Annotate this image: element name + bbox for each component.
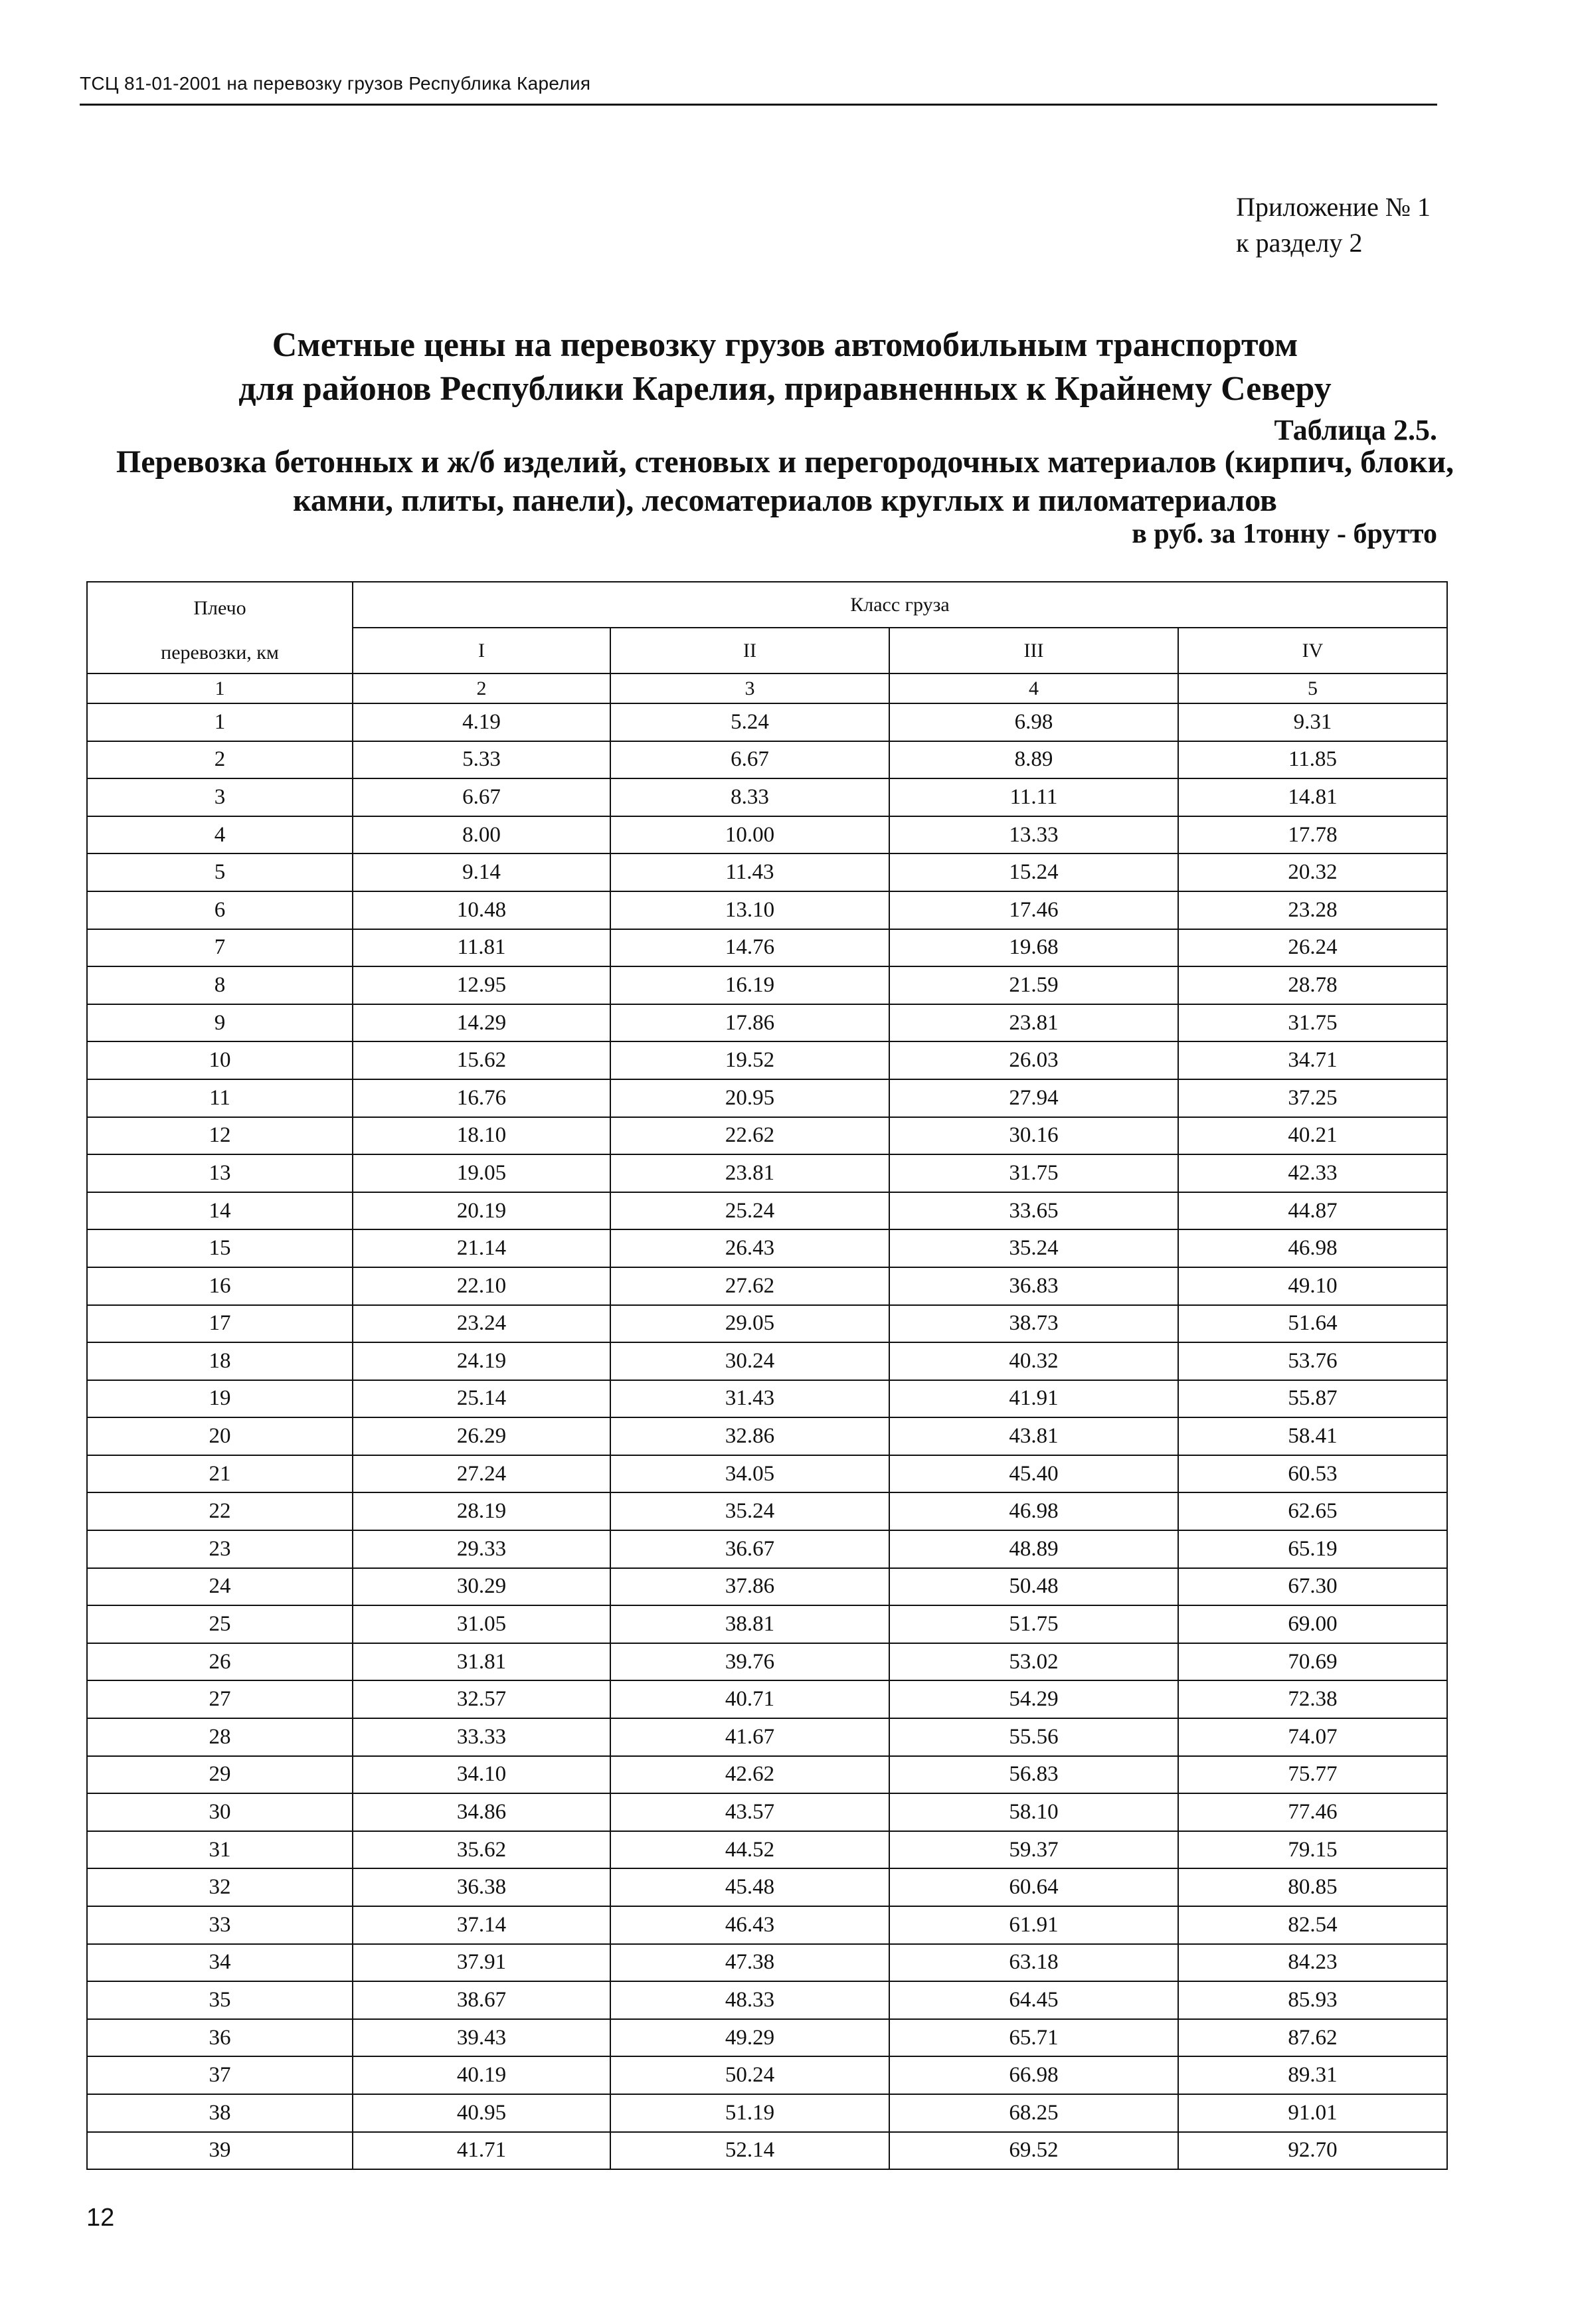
table-row xyxy=(87,741,1447,779)
table-row xyxy=(87,1380,1447,1418)
distance-cell: 24 xyxy=(87,1568,353,1606)
class-4-rate-cell: 23.28 xyxy=(1178,891,1447,929)
column-number: 5 xyxy=(1178,673,1447,703)
class-2-rate-cell: 39.76 xyxy=(610,1643,889,1681)
class-2-rate-cell: 35.24 xyxy=(610,1492,889,1530)
table-row xyxy=(87,966,1447,1004)
class-3-rate-cell: 19.68 xyxy=(889,929,1178,967)
class-1-rate-cell: 12.95 xyxy=(353,966,610,1004)
table-row xyxy=(87,1793,1447,1831)
class-2-rate-cell: 30.24 xyxy=(610,1342,889,1380)
class-4-rate-cell: 53.76 xyxy=(1178,1342,1447,1380)
distance-cell: 2 xyxy=(87,741,353,779)
class-3-rate-cell: 38.73 xyxy=(889,1305,1178,1343)
distance-cell: 21 xyxy=(87,1455,353,1493)
distance-cell: 36 xyxy=(87,2019,353,2057)
header-row-1 xyxy=(87,582,1447,628)
distance-cell: 30 xyxy=(87,1793,353,1831)
class-4-rate-cell: 62.65 xyxy=(1178,1492,1447,1530)
class-1-rate-cell: 26.29 xyxy=(353,1417,610,1455)
class-1-rate-cell: 31.05 xyxy=(353,1605,610,1643)
distance-cell: 6 xyxy=(87,891,353,929)
table-row xyxy=(87,2056,1447,2094)
class-2-rate-cell: 19.52 xyxy=(610,1041,889,1079)
header-class-2: II xyxy=(610,628,889,673)
class-2-rate-cell: 49.29 xyxy=(610,2019,889,2057)
class-1-rate-cell: 23.24 xyxy=(353,1305,610,1343)
class-2-rate-cell: 41.67 xyxy=(610,1718,889,1756)
appendix-line-2: к разделу 2 xyxy=(1236,228,1363,258)
class-1-rate-cell: 29.33 xyxy=(353,1530,610,1568)
class-2-rate-cell: 48.33 xyxy=(610,1981,889,2019)
table-row xyxy=(87,853,1447,891)
table-row xyxy=(87,1305,1447,1343)
class-2-rate-cell: 5.24 xyxy=(610,703,889,741)
column-number-row xyxy=(87,673,1447,703)
class-2-rate-cell: 50.24 xyxy=(610,2056,889,2094)
class-2-rate-cell: 42.62 xyxy=(610,1756,889,1794)
class-2-rate-cell: 38.81 xyxy=(610,1605,889,1643)
table-row xyxy=(87,1417,1447,1455)
class-2-rate-cell: 22.62 xyxy=(610,1117,889,1155)
class-3-rate-cell: 46.98 xyxy=(889,1492,1178,1530)
class-3-rate-cell: 48.89 xyxy=(889,1530,1178,1568)
class-4-rate-cell: 14.81 xyxy=(1178,778,1447,816)
distance-cell: 26 xyxy=(87,1643,353,1681)
class-3-rate-cell: 21.59 xyxy=(889,966,1178,1004)
column-number: 3 xyxy=(610,673,889,703)
header-cargo-class: Класс груза xyxy=(353,582,1447,628)
class-1-rate-cell: 24.19 xyxy=(353,1342,610,1380)
distance-cell: 27 xyxy=(87,1680,353,1718)
header-class-1: I xyxy=(353,628,610,673)
distance-cell: 33 xyxy=(87,1906,353,1944)
class-1-rate-cell: 40.19 xyxy=(353,2056,610,2094)
class-3-rate-cell: 41.91 xyxy=(889,1380,1178,1418)
class-2-rate-cell: 43.57 xyxy=(610,1793,889,1831)
table-row xyxy=(87,1492,1447,1530)
class-4-rate-cell: 72.38 xyxy=(1178,1680,1447,1718)
class-2-rate-cell: 17.86 xyxy=(610,1004,889,1042)
class-1-rate-cell: 35.62 xyxy=(353,1831,610,1869)
table-row xyxy=(87,2019,1447,2057)
class-4-rate-cell: 20.32 xyxy=(1178,853,1447,891)
class-4-rate-cell: 26.24 xyxy=(1178,929,1447,967)
table-row xyxy=(87,2132,1447,2170)
class-2-rate-cell: 26.43 xyxy=(610,1229,889,1267)
class-2-rate-cell: 11.43 xyxy=(610,853,889,891)
class-2-rate-cell: 25.24 xyxy=(610,1192,889,1230)
header-plecho-bottom: перевозки, км xyxy=(161,642,279,664)
class-3-rate-cell: 6.98 xyxy=(889,703,1178,741)
class-4-rate-cell: 77.46 xyxy=(1178,1793,1447,1831)
class-4-rate-cell: 60.53 xyxy=(1178,1455,1447,1493)
class-3-rate-cell: 65.71 xyxy=(889,2019,1178,2057)
appendix-note xyxy=(1236,189,1431,261)
class-2-rate-cell: 46.43 xyxy=(610,1906,889,1944)
class-4-rate-cell: 40.21 xyxy=(1178,1117,1447,1155)
class-2-rate-cell: 10.00 xyxy=(610,816,889,854)
table-row xyxy=(87,1568,1447,1606)
document-title-line-2: для районов Республики Карелия, приравненных к Крайнему Северу xyxy=(238,370,1332,408)
table-row xyxy=(87,1117,1447,1155)
class-2-rate-cell: 51.19 xyxy=(610,2094,889,2132)
class-1-rate-cell: 36.38 xyxy=(353,1868,610,1906)
class-4-rate-cell: 84.23 xyxy=(1178,1944,1447,1982)
class-3-rate-cell: 23.81 xyxy=(889,1004,1178,1042)
class-3-rate-cell: 8.89 xyxy=(889,741,1178,779)
class-1-rate-cell: 18.10 xyxy=(353,1117,610,1155)
distance-cell: 5 xyxy=(87,853,353,891)
class-3-rate-cell: 11.11 xyxy=(889,778,1178,816)
table-row xyxy=(87,778,1447,816)
distance-cell: 3 xyxy=(87,778,353,816)
header-plecho xyxy=(87,582,353,673)
class-4-rate-cell: 67.30 xyxy=(1178,1568,1447,1606)
class-4-rate-cell: 11.85 xyxy=(1178,741,1447,779)
rates-table-head xyxy=(87,582,1447,673)
table-row xyxy=(87,1605,1447,1643)
distance-cell: 28 xyxy=(87,1718,353,1756)
class-3-rate-cell: 26.03 xyxy=(889,1041,1178,1079)
class-1-rate-cell: 6.67 xyxy=(353,778,610,816)
class-3-rate-cell: 58.10 xyxy=(889,1793,1178,1831)
table-row xyxy=(87,891,1447,929)
class-2-rate-cell: 45.48 xyxy=(610,1868,889,1906)
units-note: в руб. за 1тонну - брутто xyxy=(1132,519,1437,549)
table-row xyxy=(87,2094,1447,2132)
distance-cell: 8 xyxy=(87,966,353,1004)
class-3-rate-cell: 40.32 xyxy=(889,1342,1178,1380)
class-4-rate-cell: 37.25 xyxy=(1178,1079,1447,1117)
class-3-rate-cell: 64.45 xyxy=(889,1981,1178,2019)
distance-cell: 13 xyxy=(87,1154,353,1192)
class-3-rate-cell: 61.91 xyxy=(889,1906,1178,1944)
class-2-rate-cell: 8.33 xyxy=(610,778,889,816)
class-4-rate-cell: 91.01 xyxy=(1178,2094,1447,2132)
distance-cell: 38 xyxy=(87,2094,353,2132)
class-1-rate-cell: 4.19 xyxy=(353,703,610,741)
class-1-rate-cell: 40.95 xyxy=(353,2094,610,2132)
table-row xyxy=(87,1868,1447,1906)
class-4-rate-cell: 55.87 xyxy=(1178,1380,1447,1418)
table-number: Таблица 2.5. xyxy=(1274,414,1437,446)
class-2-rate-cell: 37.86 xyxy=(610,1568,889,1606)
class-1-rate-cell: 14.29 xyxy=(353,1004,610,1042)
class-2-rate-cell: 52.14 xyxy=(610,2132,889,2170)
class-2-rate-cell: 36.67 xyxy=(610,1530,889,1568)
class-4-rate-cell: 28.78 xyxy=(1178,966,1447,1004)
table-row xyxy=(87,1079,1447,1117)
class-4-rate-cell: 69.00 xyxy=(1178,1605,1447,1643)
class-3-rate-cell: 53.02 xyxy=(889,1643,1178,1681)
class-3-rate-cell: 66.98 xyxy=(889,2056,1178,2094)
class-4-rate-cell: 49.10 xyxy=(1178,1267,1447,1305)
class-2-rate-cell: 16.19 xyxy=(610,966,889,1004)
class-4-rate-cell: 34.71 xyxy=(1178,1041,1447,1079)
distance-cell: 11 xyxy=(87,1079,353,1117)
class-4-rate-cell: 82.54 xyxy=(1178,1906,1447,1944)
class-2-rate-cell: 20.95 xyxy=(610,1079,889,1117)
class-3-rate-cell: 56.83 xyxy=(889,1756,1178,1794)
class-3-rate-cell: 30.16 xyxy=(889,1117,1178,1155)
class-3-rate-cell: 51.75 xyxy=(889,1605,1178,1643)
class-2-rate-cell: 47.38 xyxy=(610,1944,889,1982)
distance-cell: 25 xyxy=(87,1605,353,1643)
class-4-rate-cell: 46.98 xyxy=(1178,1229,1447,1267)
class-3-rate-cell: 55.56 xyxy=(889,1718,1178,1756)
class-4-rate-cell: 79.15 xyxy=(1178,1831,1447,1869)
table-row xyxy=(87,1530,1447,1568)
class-1-rate-cell: 39.43 xyxy=(353,2019,610,2057)
class-3-rate-cell: 15.24 xyxy=(889,853,1178,891)
class-3-rate-cell: 60.64 xyxy=(889,1868,1178,1906)
table-row xyxy=(87,1004,1447,1042)
class-1-rate-cell: 28.19 xyxy=(353,1492,610,1530)
class-2-rate-cell: 13.10 xyxy=(610,891,889,929)
appendix-line-1: Приложение № 1 xyxy=(1236,192,1431,222)
table-subtitle-line-2: камни, плиты, панели), лесоматериалов круглых и пиломатериалов xyxy=(293,483,1277,518)
distance-cell: 9 xyxy=(87,1004,353,1042)
distance-cell: 4 xyxy=(87,816,353,854)
class-3-rate-cell: 43.81 xyxy=(889,1417,1178,1455)
class-4-rate-cell: 85.93 xyxy=(1178,1981,1447,2019)
class-1-rate-cell: 25.14 xyxy=(353,1380,610,1418)
table-row xyxy=(87,1643,1447,1681)
class-4-rate-cell: 75.77 xyxy=(1178,1756,1447,1794)
distance-cell: 14 xyxy=(87,1192,353,1230)
distance-cell: 10 xyxy=(87,1041,353,1079)
class-4-rate-cell: 44.87 xyxy=(1178,1192,1447,1230)
class-1-rate-cell: 20.19 xyxy=(353,1192,610,1230)
rates-table xyxy=(86,581,1448,2170)
class-3-rate-cell: 33.65 xyxy=(889,1192,1178,1230)
document-title-line-1: Сметные цены на перевозку грузов автомобильным транспортом xyxy=(272,326,1298,364)
table-row xyxy=(87,1680,1447,1718)
class-2-rate-cell: 27.62 xyxy=(610,1267,889,1305)
class-3-rate-cell: 63.18 xyxy=(889,1944,1178,1982)
class-1-rate-cell: 30.29 xyxy=(353,1568,610,1606)
class-1-rate-cell: 38.67 xyxy=(353,1981,610,2019)
running-header: ТСЦ 81-01-2001 на перевозку грузов Республика Карелия xyxy=(80,73,591,94)
class-4-rate-cell: 92.70 xyxy=(1178,2132,1447,2170)
class-4-rate-cell: 9.31 xyxy=(1178,703,1447,741)
distance-cell: 7 xyxy=(87,929,353,967)
class-3-rate-cell: 36.83 xyxy=(889,1267,1178,1305)
class-1-rate-cell: 9.14 xyxy=(353,853,610,891)
class-2-rate-cell: 32.86 xyxy=(610,1417,889,1455)
table-row xyxy=(87,816,1447,854)
column-number: 2 xyxy=(353,673,610,703)
class-1-rate-cell: 15.62 xyxy=(353,1041,610,1079)
distance-cell: 20 xyxy=(87,1417,353,1455)
rates-table-body xyxy=(87,673,1447,2169)
class-3-rate-cell: 54.29 xyxy=(889,1680,1178,1718)
class-3-rate-cell: 27.94 xyxy=(889,1079,1178,1117)
class-1-rate-cell: 33.33 xyxy=(353,1718,610,1756)
distance-cell: 29 xyxy=(87,1756,353,1794)
class-1-rate-cell: 11.81 xyxy=(353,929,610,967)
table-row xyxy=(87,1154,1447,1192)
class-1-rate-cell: 10.48 xyxy=(353,891,610,929)
class-4-rate-cell: 58.41 xyxy=(1178,1417,1447,1455)
class-1-rate-cell: 8.00 xyxy=(353,816,610,854)
class-4-rate-cell: 89.31 xyxy=(1178,2056,1447,2094)
class-1-rate-cell: 37.91 xyxy=(353,1944,610,1982)
table-row xyxy=(87,1192,1447,1230)
table-row xyxy=(87,1229,1447,1267)
class-2-rate-cell: 44.52 xyxy=(610,1831,889,1869)
class-4-rate-cell: 65.19 xyxy=(1178,1530,1447,1568)
class-4-rate-cell: 17.78 xyxy=(1178,816,1447,854)
class-3-rate-cell: 59.37 xyxy=(889,1831,1178,1869)
distance-cell: 31 xyxy=(87,1831,353,1869)
table-subtitle-line-1: Перевозка бетонных и ж/б изделий, стеновых и перегородочных материалов (кирпич, блоки, xyxy=(116,444,1454,480)
class-1-rate-cell: 37.14 xyxy=(353,1906,610,1944)
table-row xyxy=(87,1041,1447,1079)
distance-cell: 23 xyxy=(87,1530,353,1568)
class-3-rate-cell: 50.48 xyxy=(889,1568,1178,1606)
class-2-rate-cell: 34.05 xyxy=(610,1455,889,1493)
class-4-rate-cell: 42.33 xyxy=(1178,1154,1447,1192)
distance-cell: 16 xyxy=(87,1267,353,1305)
class-2-rate-cell: 6.67 xyxy=(610,741,889,779)
class-3-rate-cell: 68.25 xyxy=(889,2094,1178,2132)
distance-cell: 18 xyxy=(87,1342,353,1380)
header-class-3: III xyxy=(889,628,1178,673)
distance-cell: 39 xyxy=(87,2132,353,2170)
class-1-rate-cell: 19.05 xyxy=(353,1154,610,1192)
distance-cell: 32 xyxy=(87,1868,353,1906)
table-row xyxy=(87,1831,1447,1869)
page-number: 12 xyxy=(86,2204,115,2232)
class-1-rate-cell: 16.76 xyxy=(353,1079,610,1117)
class-1-rate-cell: 32.57 xyxy=(353,1680,610,1718)
class-1-rate-cell: 22.10 xyxy=(353,1267,610,1305)
distance-cell: 35 xyxy=(87,1981,353,2019)
class-1-rate-cell: 27.24 xyxy=(353,1455,610,1493)
class-2-rate-cell: 23.81 xyxy=(610,1154,889,1192)
table-row xyxy=(87,1981,1447,2019)
class-3-rate-cell: 69.52 xyxy=(889,2132,1178,2170)
table-row xyxy=(87,1756,1447,1794)
table-row xyxy=(87,1342,1447,1380)
table-row xyxy=(87,1455,1447,1493)
class-1-rate-cell: 41.71 xyxy=(353,2132,610,2170)
class-4-rate-cell: 87.62 xyxy=(1178,2019,1447,2057)
class-4-rate-cell: 70.69 xyxy=(1178,1643,1447,1681)
header-class-4: IV xyxy=(1178,628,1447,673)
class-1-rate-cell: 34.86 xyxy=(353,1793,610,1831)
table-row xyxy=(87,1906,1447,1944)
table-row xyxy=(87,703,1447,741)
table-row xyxy=(87,1944,1447,1982)
class-2-rate-cell: 31.43 xyxy=(610,1380,889,1418)
distance-cell: 12 xyxy=(87,1117,353,1155)
distance-cell: 22 xyxy=(87,1492,353,1530)
class-1-rate-cell: 31.81 xyxy=(353,1643,610,1681)
class-4-rate-cell: 74.07 xyxy=(1178,1718,1447,1756)
class-2-rate-cell: 29.05 xyxy=(610,1305,889,1343)
header-rule xyxy=(80,104,1437,106)
class-3-rate-cell: 17.46 xyxy=(889,891,1178,929)
distance-cell: 34 xyxy=(87,1944,353,1982)
class-2-rate-cell: 40.71 xyxy=(610,1680,889,1718)
table-row xyxy=(87,1718,1447,1756)
class-1-rate-cell: 5.33 xyxy=(353,741,610,779)
distance-cell: 17 xyxy=(87,1305,353,1343)
class-1-rate-cell: 21.14 xyxy=(353,1229,610,1267)
class-4-rate-cell: 51.64 xyxy=(1178,1305,1447,1343)
column-number: 4 xyxy=(889,673,1178,703)
class-3-rate-cell: 31.75 xyxy=(889,1154,1178,1192)
distance-cell: 1 xyxy=(87,703,353,741)
distance-cell: 19 xyxy=(87,1380,353,1418)
distance-cell: 37 xyxy=(87,2056,353,2094)
distance-cell: 15 xyxy=(87,1229,353,1267)
header-plecho-top: Плечо xyxy=(193,597,246,619)
class-2-rate-cell: 14.76 xyxy=(610,929,889,967)
table-row xyxy=(87,1267,1447,1305)
class-1-rate-cell: 34.10 xyxy=(353,1756,610,1794)
class-3-rate-cell: 35.24 xyxy=(889,1229,1178,1267)
column-number: 1 xyxy=(87,673,353,703)
table-row xyxy=(87,929,1447,967)
class-4-rate-cell: 80.85 xyxy=(1178,1868,1447,1906)
class-3-rate-cell: 13.33 xyxy=(889,816,1178,854)
class-4-rate-cell: 31.75 xyxy=(1178,1004,1447,1042)
class-3-rate-cell: 45.40 xyxy=(889,1455,1178,1493)
